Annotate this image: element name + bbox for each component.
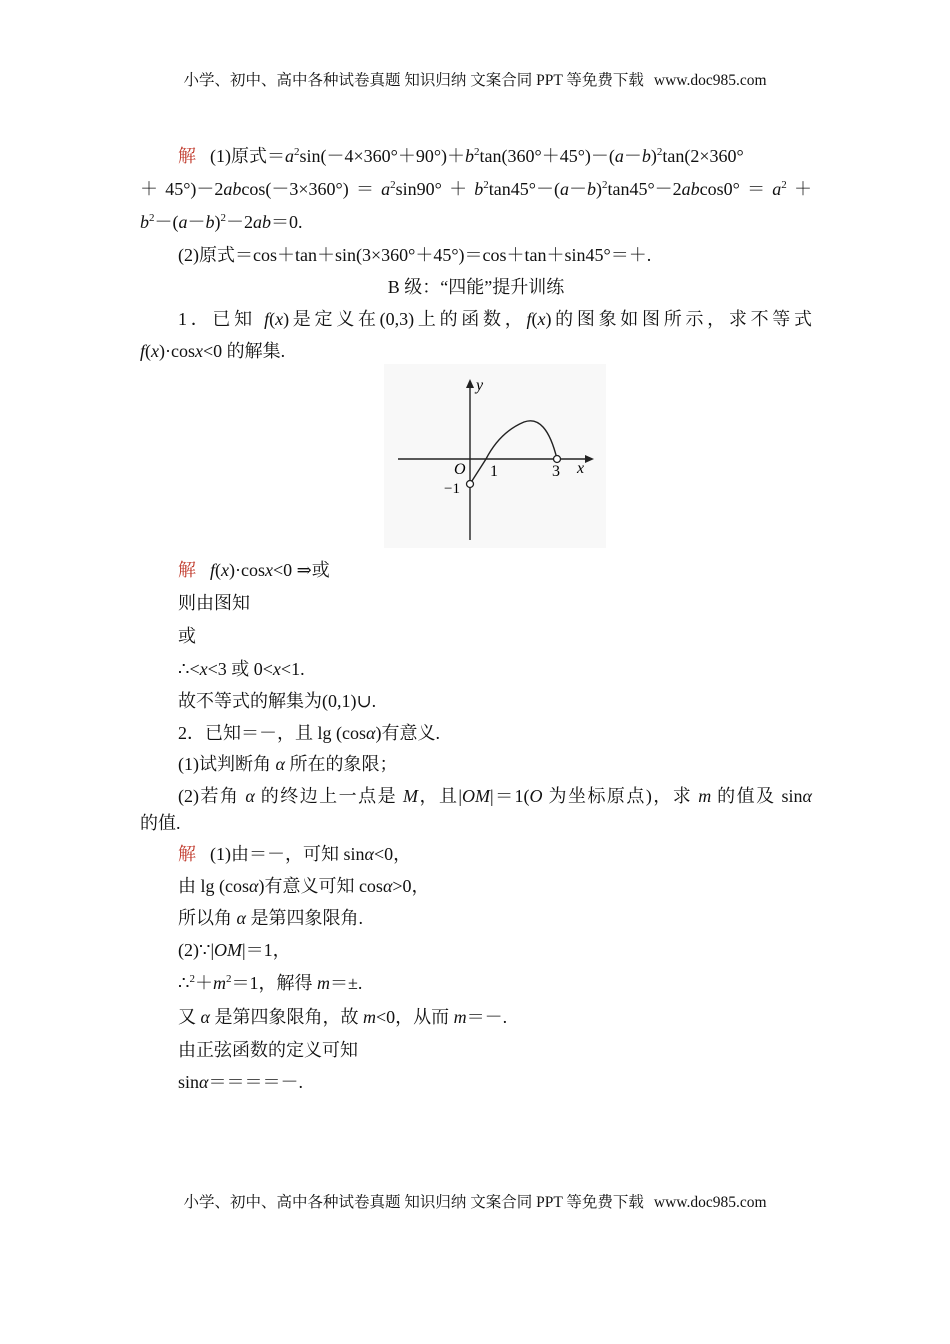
solution-2-line-2: 由 lg (cosα)有意义可知 cosα>0， — [178, 876, 430, 896]
y-axis-label: y — [476, 377, 484, 394]
solution-1-line-1: 解 f(x)·cosx<0 ⇒或 — [178, 560, 330, 580]
function-curve — [470, 421, 557, 484]
solution-1-line-3: 或 — [178, 626, 196, 646]
section-title: B 级：“四能”提升训练 — [387, 277, 565, 297]
solution-a-line-4: (2)原式＝cos＋tan＋sin(3×360°＋45°)＝cos＋tan＋sin45°＝＋. — [178, 245, 652, 265]
solution-2-line-1: 解 (1)由＝－，可知 sinα<0， — [178, 844, 412, 864]
solution-2-line-6: 又 α 是第四象限角，故 m<0，从而 m＝－. — [178, 1007, 508, 1027]
tick-label-neg1: −1 — [444, 481, 460, 497]
question-2-line-2: (1)试判断角 α 所在的象限； — [178, 754, 398, 774]
question-1-line-2: f(x)·cosx<0 的解集. — [140, 341, 286, 361]
solution-2-line-3: 所以角 α 是第四象限角. — [178, 908, 363, 928]
x-axis-arrow — [585, 455, 594, 463]
solution-1-line-2: 则由图知 — [178, 593, 250, 613]
footer-text: 小学、初中、高中各种试卷真题 知识归纳 文案合同 PPT 等免费下载 — [183, 1194, 644, 1211]
solution-2-line-7: 由正弦函数的定义可知 — [178, 1040, 358, 1060]
solution-1-line-4: ∴<x<3 或 0<x<1. — [178, 659, 305, 679]
solution-2-line-8: sinα＝＝＝＝－. — [178, 1072, 303, 1092]
solution-label: 解 — [178, 844, 196, 864]
page-footer — [0, 1190, 950, 1212]
question-2-line-3: (2)若角 α 的终边上一点是 M，且|OM|＝1(O 为坐标原点)，求 m 的值及 sinα — [178, 786, 812, 806]
page-header — [0, 68, 950, 90]
function-graph-svg — [384, 364, 606, 548]
header-text: 小学、初中、高中各种试卷真题 知识归纳 文案合同 PPT 等免费下载 — [183, 72, 644, 89]
solution-a-line-2: $+45^\circ)-2abcos(-3\times 360^\circ)=a^2\sin 90^\circ+b^2\tan 45^\circ-(a-b)^2\tan 45^\circ-2abcos0^\circ=a^2+$ — [140, 179, 812, 199]
solution-1-line-5: 故不等式的解集为(0,1)∪. — [178, 691, 377, 711]
solution-a-line-1: 解 (1)原式$=a^2\sin(-4\times 360^\circ+90^\circ)+b^2\tan(360^\circ+45^\circ)-(a-b)^2\tan(2\times 360^\circ$ — [178, 146, 744, 166]
y-axis-arrow — [466, 379, 474, 388]
question-1-line-1: 1．已知 f(x)是定义在(0,3)上的函数，f(x)的图象如图所示，求不等式 — [178, 309, 813, 329]
question-2-line-4: 的值. — [140, 813, 181, 833]
header-url: www.doc985.com — [653, 72, 767, 89]
tick-label-3: 3 — [552, 463, 560, 480]
footer-url: www.doc985.com — [653, 1194, 767, 1211]
solution-2-line-5: $\therefore^2+m^2=1$，解得 m＝±. — [178, 973, 363, 993]
solution-a-line-3: $b^2-(a-b)^2-2ab=0$. — [140, 212, 303, 232]
origin-label: O — [454, 461, 466, 478]
question-2-line-1: 2．已知＝－，且 lg (cosα)有意义. — [178, 723, 440, 743]
open-endpoint-left — [467, 481, 474, 488]
solution-2-line-4: (2)∵|OM|＝1， — [178, 940, 291, 960]
solution-label: 解 — [178, 560, 196, 580]
x-axis-label: x — [577, 460, 585, 477]
solution-label: 解 — [178, 146, 196, 166]
function-graph — [384, 364, 606, 548]
tick-label-1: 1 — [490, 463, 498, 480]
open-endpoint-right — [554, 456, 561, 463]
